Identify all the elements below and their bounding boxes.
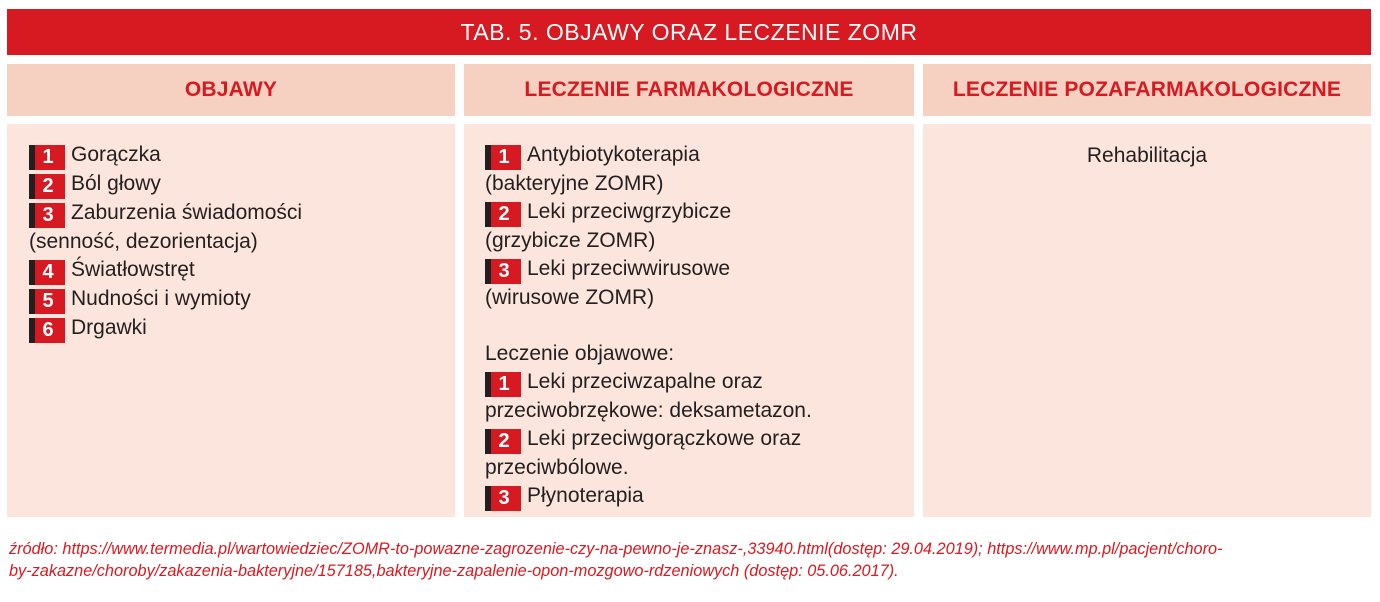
item-text: Leki przeciwwirusowe	[527, 257, 731, 280]
column-header-pozafarmakologiczne: LECZENIE POZAFARMAKOLOGICZNE	[923, 64, 1371, 116]
list-item	[29, 141, 302, 170]
item-text: Leki przeciwzapalne oraz	[527, 370, 763, 393]
item-text: Antybiotykoterapia	[527, 143, 700, 166]
list-item	[29, 314, 302, 343]
rehabilitation-text: Rehabilitacja	[1086, 144, 1208, 167]
list-item	[29, 256, 302, 285]
item-continuation: przeciwobrzękowe: deksametazon.	[485, 399, 812, 422]
item-continuation: (bakteryjne ZOMR)	[485, 172, 664, 195]
item-text: Światłowstręt	[71, 258, 195, 281]
item-continuation: (senność, dezorientacja)	[29, 230, 258, 253]
symptomatic-heading: Leczenie objawowe:	[485, 342, 675, 365]
column-body-farmakologiczne	[464, 124, 914, 517]
item-number: 2	[29, 174, 65, 199]
item-continuation: (grzybicze ZOMR)	[485, 229, 656, 252]
list-item	[485, 368, 812, 397]
spacer	[485, 312, 812, 340]
item-number: 3	[485, 486, 521, 511]
item-text: Leki przeciwgorączkowe oraz	[527, 427, 802, 450]
item-number: 1	[485, 372, 521, 397]
column-header-farmakologiczne: LECZENIE FARMAKOLOGICZNE	[464, 64, 914, 116]
item-text: Zaburzenia świadomości	[71, 201, 303, 224]
list-item	[29, 170, 302, 199]
treatment-list	[485, 141, 812, 511]
table-title: TAB. 5. OBJAWY ORAZ LECZENIE ZOMR	[7, 9, 1371, 55]
column-body-objawy	[7, 124, 455, 517]
list-item	[485, 425, 812, 454]
item-text: Leki przeciwgrzybicze	[527, 200, 732, 223]
list-item	[485, 482, 812, 511]
item-number: 1	[485, 145, 521, 170]
list-item	[485, 255, 812, 284]
item-text: Drgawki	[71, 316, 147, 339]
item-text: Ból głowy	[71, 172, 161, 195]
item-number: 3	[485, 259, 521, 284]
item-number: 6	[29, 318, 65, 343]
list-item	[485, 198, 812, 227]
item-continuation: przeciwbólowe.	[485, 456, 629, 479]
item-continuation: (wirusowe ZOMR)	[485, 286, 655, 309]
item-number: 5	[29, 289, 65, 314]
list-item	[29, 285, 302, 314]
item-number: 2	[485, 202, 521, 227]
list-item	[29, 199, 302, 228]
list-item	[485, 141, 812, 170]
column-header-objawy: OBJAWY	[7, 64, 455, 116]
source-note	[9, 538, 1377, 582]
item-text: Gorączka	[71, 143, 161, 166]
item-number: 3	[29, 203, 65, 228]
source-line: by-zakazne/choroby/zakazenia-bakteryjne/157185,bakteryjne-zapalenie-opon-mozgowo-rdzeniowych (dostęp: 05.06.2017).	[9, 562, 899, 580]
item-number: 4	[29, 260, 65, 285]
item-number: 2	[485, 429, 521, 454]
item-number: 1	[29, 145, 65, 170]
item-text: Nudności i wymioty	[71, 287, 251, 310]
column-body-pozafarmakologiczne	[923, 124, 1371, 517]
symptom-list	[29, 141, 302, 343]
source-line: źródło: https://www.termedia.pl/wartowiedziec/ZOMR-to-powazne-zagrozenie-czy-na-pewno-je-znasz-,33940.html(dostęp: 29.04.2019); https://www.mp.pl/pacjent/choro-	[9, 540, 1223, 558]
item-text: Płynoterapia	[527, 484, 644, 507]
